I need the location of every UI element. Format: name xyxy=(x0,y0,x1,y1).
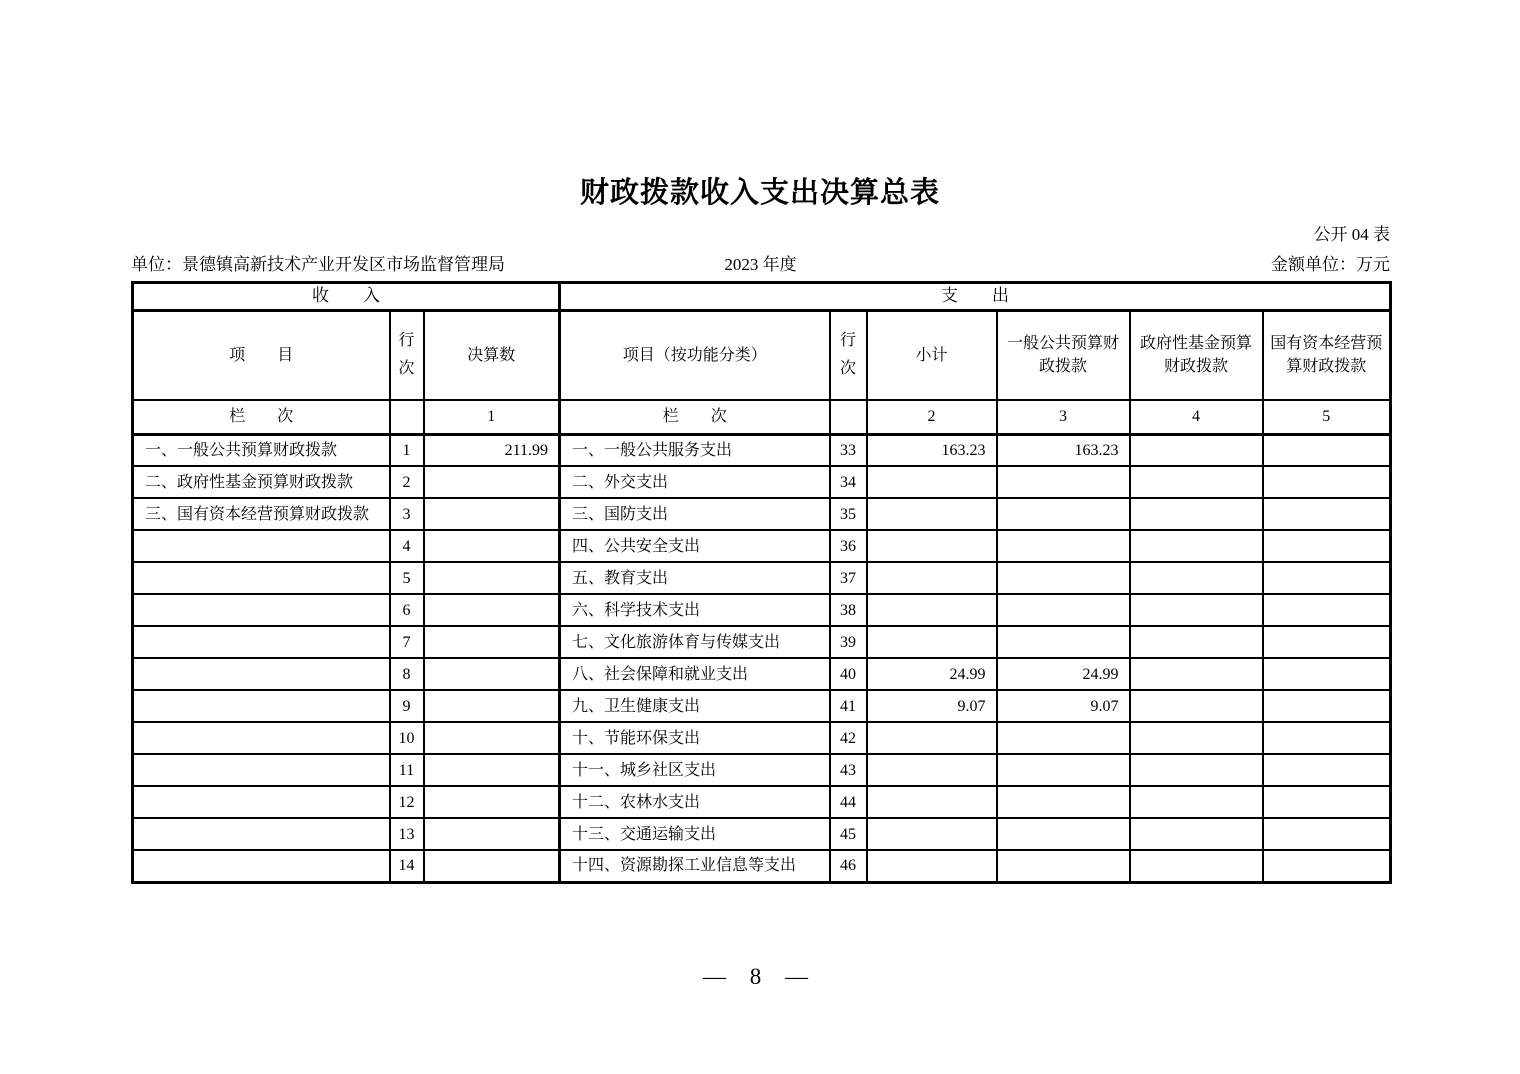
col-header-subtotal: 小计 xyxy=(867,310,997,400)
government-fund-budget-value-cell xyxy=(1130,690,1263,722)
table-row xyxy=(133,754,1391,786)
state-capital-budget-value-cell xyxy=(1263,498,1391,530)
general-public-budget-value-cell xyxy=(997,466,1130,498)
income-row-no-cell: 3 xyxy=(390,498,424,530)
income-row-no-cell: 10 xyxy=(390,722,424,754)
income-value-cell xyxy=(424,786,560,818)
index-income-label: 栏 次 xyxy=(133,400,390,434)
general-public-budget-value-cell: 9.07 xyxy=(997,690,1130,722)
income-item-cell: 三、国有资本经营预算财政拨款 xyxy=(133,498,390,530)
subtotal-value-cell xyxy=(867,498,997,530)
page-title: 财政拨款收入支出决算总表 xyxy=(579,177,940,209)
table-row xyxy=(133,434,1391,466)
fiscal-appropriation-table xyxy=(131,281,1392,884)
government-fund-budget-value-cell xyxy=(1130,466,1263,498)
state-capital-budget-value-cell xyxy=(1263,754,1391,786)
col-header-state-capital-budget: 国有资本经营预算财政拨款 xyxy=(1263,310,1391,400)
government-fund-budget-value-cell xyxy=(1130,786,1263,818)
income-item-cell xyxy=(133,690,390,722)
subtotal-value-cell xyxy=(867,850,997,882)
col-header-final-amount: 决算数 xyxy=(424,310,560,400)
income-row-no-cell: 14 xyxy=(390,850,424,882)
expenditure-item-cell: 八、社会保障和就业支出 xyxy=(560,658,830,690)
income-section-header: 收 入 xyxy=(133,283,560,311)
subtotal-value-cell: 24.99 xyxy=(867,658,997,690)
expenditure-item-cell: 五、教育支出 xyxy=(560,562,830,594)
general-public-budget-value-cell xyxy=(997,786,1130,818)
expenditure-section-header: 支 出 xyxy=(560,283,1391,311)
table-row xyxy=(133,626,1391,658)
subtotal-value-cell xyxy=(867,626,997,658)
income-item-cell xyxy=(133,626,390,658)
state-capital-budget-value-cell xyxy=(1263,562,1391,594)
expenditure-item-cell: 六、科学技术支出 xyxy=(560,594,830,626)
expenditure-item-cell: 十一、城乡社区支出 xyxy=(560,754,830,786)
general-public-budget-value-cell: 163.23 xyxy=(997,434,1130,466)
table-row xyxy=(133,498,1391,530)
general-public-budget-value-cell xyxy=(997,530,1130,562)
general-public-budget-value-cell xyxy=(997,498,1130,530)
government-fund-budget-value-cell xyxy=(1130,754,1263,786)
page-number: — 8 — xyxy=(703,964,817,989)
income-value-cell xyxy=(424,466,560,498)
income-row-no-cell: 2 xyxy=(390,466,424,498)
expenditure-row-no-cell: 33 xyxy=(830,434,867,466)
income-value-cell xyxy=(424,754,560,786)
income-item-cell xyxy=(133,530,390,562)
expenditure-item-cell: 四、公共安全支出 xyxy=(560,530,830,562)
expenditure-row-no-cell: 42 xyxy=(830,722,867,754)
col-header-government-fund-budget: 政府性基金预算财政拨款 xyxy=(1130,310,1263,400)
table-row xyxy=(133,818,1391,850)
section-header-row xyxy=(133,283,1391,311)
income-item-cell xyxy=(133,722,390,754)
info-line xyxy=(131,250,1390,274)
index-expenditure-label: 栏 次 xyxy=(560,400,830,434)
expenditure-item-cell: 九、卫生健康支出 xyxy=(560,690,830,722)
government-fund-budget-value-cell xyxy=(1130,850,1263,882)
income-value-cell xyxy=(424,690,560,722)
income-item-cell xyxy=(133,594,390,626)
expenditure-row-no-cell: 40 xyxy=(830,658,867,690)
expenditure-item-cell: 十四、资源勘探工业信息等支出 xyxy=(560,850,830,882)
income-value-cell xyxy=(424,530,560,562)
col-header-income-row-no xyxy=(390,310,424,400)
state-capital-budget-value-cell xyxy=(1263,466,1391,498)
table-row xyxy=(133,530,1391,562)
expenditure-row-no-cell: 38 xyxy=(830,594,867,626)
subtotal-value-cell xyxy=(867,722,997,754)
subtotal-value-cell: 9.07 xyxy=(867,690,997,722)
state-capital-budget-value-cell xyxy=(1263,594,1391,626)
state-capital-budget-value-cell xyxy=(1263,434,1391,466)
income-value-cell xyxy=(424,498,560,530)
income-item-cell: 一、一般公共预算财政拨款 xyxy=(133,434,390,466)
table-row xyxy=(133,466,1391,498)
income-item-cell xyxy=(133,850,390,882)
index-final-amount-no: 1 xyxy=(424,400,560,434)
state-capital-budget-value-cell xyxy=(1263,658,1391,690)
col-header-income-item: 项 目 xyxy=(133,310,390,400)
expenditure-row-no-cell: 34 xyxy=(830,466,867,498)
col-header-expenditure-item: 项目（按功能分类） xyxy=(560,310,830,400)
table-row xyxy=(133,786,1391,818)
income-row-no-cell: 6 xyxy=(390,594,424,626)
expenditure-item-cell: 十、节能环保支出 xyxy=(560,722,830,754)
income-value-cell xyxy=(424,658,560,690)
table-row xyxy=(133,690,1391,722)
income-value-cell xyxy=(424,626,560,658)
table-row xyxy=(133,594,1391,626)
income-value-cell: 211.99 xyxy=(424,434,560,466)
income-value-cell xyxy=(424,562,560,594)
unit-label: 单位：景德镇高新技术产业开发区市场监督管理局 xyxy=(131,255,505,274)
government-fund-budget-value-cell xyxy=(1130,818,1263,850)
subtotal-value-cell xyxy=(867,754,997,786)
state-capital-budget-value-cell xyxy=(1263,722,1391,754)
income-row-no-cell: 5 xyxy=(390,562,424,594)
income-value-cell xyxy=(424,594,560,626)
table-row xyxy=(133,850,1391,882)
index-expenditure-row-no xyxy=(830,400,867,434)
expenditure-item-cell: 十三、交通运输支出 xyxy=(560,818,830,850)
column-index-row xyxy=(133,400,1391,434)
index-general-public-budget-no: 3 xyxy=(997,400,1130,434)
expenditure-row-no-cell: 41 xyxy=(830,690,867,722)
income-row-no-cell: 13 xyxy=(390,818,424,850)
expenditure-row-no-cell: 45 xyxy=(830,818,867,850)
subtotal-value-cell: 163.23 xyxy=(867,434,997,466)
income-row-no-cell: 11 xyxy=(390,754,424,786)
expenditure-row-no-cell: 39 xyxy=(830,626,867,658)
column-header-row xyxy=(133,310,1391,400)
general-public-budget-value-cell: 24.99 xyxy=(997,658,1130,690)
expenditure-item-cell: 一、一般公共服务支出 xyxy=(560,434,830,466)
expenditure-row-no-cell: 46 xyxy=(830,850,867,882)
table-data-body xyxy=(133,434,1391,882)
state-capital-budget-value-cell xyxy=(1263,786,1391,818)
income-item-cell xyxy=(133,562,390,594)
income-value-cell xyxy=(424,850,560,882)
general-public-budget-value-cell xyxy=(997,818,1130,850)
subtotal-value-cell xyxy=(867,786,997,818)
income-item-cell: 二、政府性基金预算财政拨款 xyxy=(133,466,390,498)
table-row xyxy=(133,722,1391,754)
table-row xyxy=(133,562,1391,594)
index-subtotal-no: 2 xyxy=(867,400,997,434)
state-capital-budget-value-cell xyxy=(1263,818,1391,850)
state-capital-budget-value-cell xyxy=(1263,626,1391,658)
year-label: 2023 年度 xyxy=(724,255,797,274)
general-public-budget-value-cell xyxy=(997,562,1130,594)
income-row-no-cell: 8 xyxy=(390,658,424,690)
expenditure-row-no-cell: 37 xyxy=(830,562,867,594)
subtotal-value-cell xyxy=(867,594,997,626)
index-income-row-no xyxy=(390,400,424,434)
state-capital-budget-value-cell xyxy=(1263,690,1391,722)
subtotal-value-cell xyxy=(867,818,997,850)
state-capital-budget-value-cell xyxy=(1263,530,1391,562)
subtotal-value-cell xyxy=(867,562,997,594)
col-header-expenditure-row-no xyxy=(830,310,867,400)
government-fund-budget-value-cell xyxy=(1130,594,1263,626)
amount-unit-label: 金额单位：万元 xyxy=(1271,255,1390,274)
state-capital-budget-value-cell xyxy=(1263,850,1391,882)
form-code-label: 公开 04 表 xyxy=(1313,225,1390,244)
general-public-budget-value-cell xyxy=(997,722,1130,754)
subtotal-value-cell xyxy=(867,466,997,498)
income-value-cell xyxy=(424,722,560,754)
subtotal-value-cell xyxy=(867,530,997,562)
income-item-cell xyxy=(133,754,390,786)
expenditure-item-cell: 三、国防支出 xyxy=(560,498,830,530)
expenditure-item-cell: 二、外交支出 xyxy=(560,466,830,498)
income-item-cell xyxy=(133,658,390,690)
index-government-fund-budget-no: 4 xyxy=(1130,400,1263,434)
income-row-no-cell: 7 xyxy=(390,626,424,658)
income-row-no-cell: 12 xyxy=(390,786,424,818)
index-state-capital-budget-no: 5 xyxy=(1263,400,1391,434)
income-row-no-cell: 9 xyxy=(390,690,424,722)
income-row-no-cell: 4 xyxy=(390,530,424,562)
government-fund-budget-value-cell xyxy=(1130,530,1263,562)
income-value-cell xyxy=(424,818,560,850)
income-row-no-cell: 1 xyxy=(390,434,424,466)
income-item-cell xyxy=(133,786,390,818)
expenditure-row-no-cell: 43 xyxy=(830,754,867,786)
government-fund-budget-value-cell xyxy=(1130,722,1263,754)
expenditure-item-cell: 七、文化旅游体育与传媒支出 xyxy=(560,626,830,658)
expenditure-row-no-cell: 36 xyxy=(830,530,867,562)
table-row xyxy=(133,658,1391,690)
expenditure-row-no-label: 行次 xyxy=(840,332,857,378)
government-fund-budget-value-cell xyxy=(1130,562,1263,594)
expenditure-item-cell: 十二、农林水支出 xyxy=(560,786,830,818)
income-row-no-label: 行次 xyxy=(398,332,415,378)
government-fund-budget-value-cell xyxy=(1130,658,1263,690)
general-public-budget-value-cell xyxy=(997,594,1130,626)
col-header-general-public-budget: 一般公共预算财政拨款 xyxy=(997,310,1130,400)
general-public-budget-value-cell xyxy=(997,850,1130,882)
government-fund-budget-value-cell xyxy=(1130,434,1263,466)
general-public-budget-value-cell xyxy=(997,754,1130,786)
government-fund-budget-value-cell xyxy=(1130,626,1263,658)
expenditure-row-no-cell: 44 xyxy=(830,786,867,818)
general-public-budget-value-cell xyxy=(997,626,1130,658)
government-fund-budget-value-cell xyxy=(1130,498,1263,530)
expenditure-row-no-cell: 35 xyxy=(830,498,867,530)
income-item-cell xyxy=(133,818,390,850)
